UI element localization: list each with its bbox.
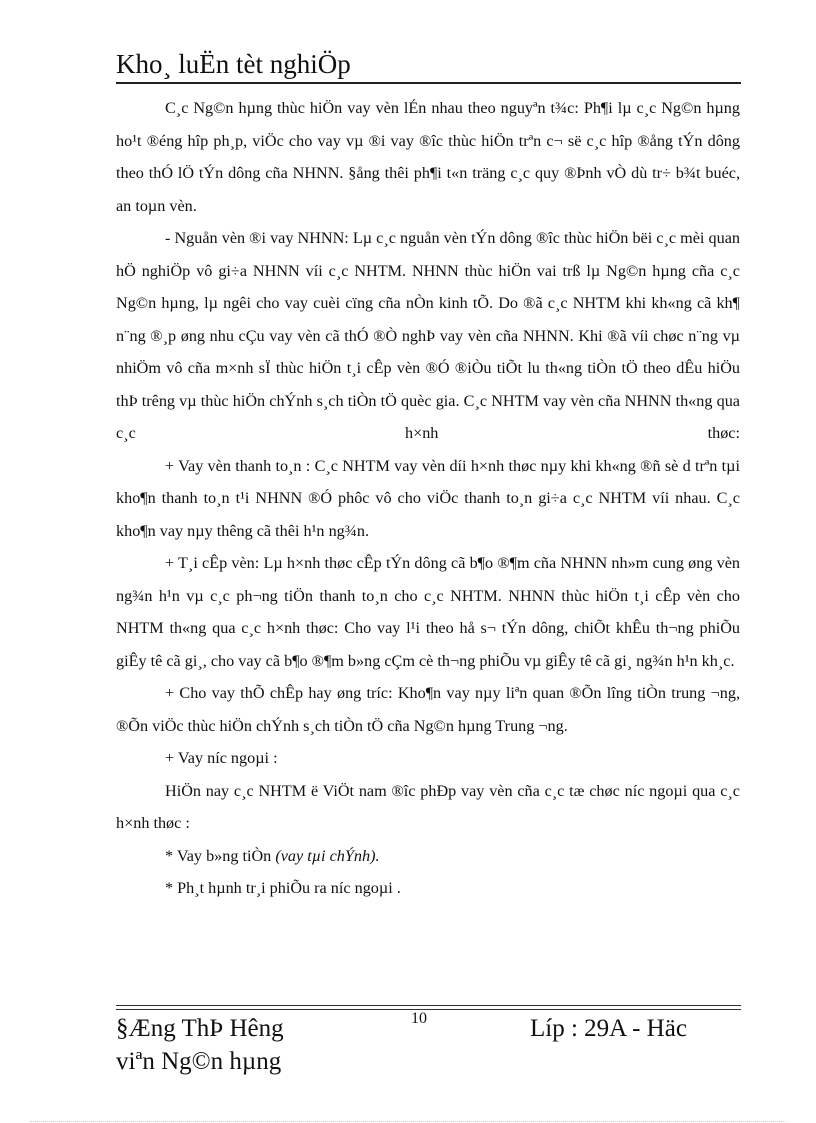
footer-rule-bottom <box>116 1009 741 1010</box>
paragraph-3: + Vay vèn thanh to¸n : C¸c NHTM vay vèn díi h×nh thøc nµy khi kh«ng ®ñ sè d trªn tµi kho¶n thanh to¸n t¹i NHNN ®Ó phôc vô cho viÖc thanh to¸n gi÷a c¸c NHTM víi nhau. C¸c kho¶n vay nµy thêng cã thêi h¹n ng¾n. <box>116 456 740 540</box>
page-bottom-dotted-line <box>30 1121 786 1122</box>
paragraph-4: + T¸i cÊp vèn: Lµ h×nh thøc cÊp tÝn dông cã b¶o ®¶m cña NHNN nh»m cung øng vèn ng¾n h¹n vµ c¸c ph¬ng tiÖn thanh to¸n cho c¸c NHTM. NHNN thùc hiÖn t¸i cÊp vèn cho NHTM th«ng qua c¸c h×nh thøc: Cho vay l¹i theo hå s¬ tÝn dông, chiÕt khÊu th¬ng phiÕu giÊy tê cã gi¸, cho vay cã b¶o ®¶m b»ng cÇm cè th¬ng phiÕu vµ giÊy tê cã gi¸ ng¾n h¹n kh¸c. <box>116 554 740 670</box>
bullet-1-italic: (vay tµi chÝnh). <box>275 846 380 865</box>
footer-class: Líp : 29A - Häc <box>530 1015 687 1042</box>
footer-author <box>116 1012 376 1078</box>
footer-rule-top <box>116 1005 741 1006</box>
paragraph-1: C¸c Ng©n hµng thùc hiÖn vay vèn lÉn nhau theo nguyªn t¾c: Ph¶i lµ c¸c Ng©n hµng ho¹t ®éng hîp ph¸p, viÖc cho vay vµ ®i vay ®îc thùc hiÖn trªn c¬ së c¸c hîp ®ång tÝn dông theo thÓ lÖ tÝn dông cña NHNN. §ång thêi ph¶i t«n träng c¸c quy ®Þnh vÒ dù tr÷ b¾t buéc, an toµn vèn. <box>116 99 740 215</box>
paragraph-5: + Cho vay thÕ chÊp hay øng tríc: Kho¶n vay nµy liªn quan ®Õn lîng tiÒn trung ¬ng, ®Õn viÖc thùc hiÖn chÝnh s¸ch tiÒn tÖ cña Ng©n hµng Trung ¬ng. <box>116 684 740 735</box>
footer-author-line2: viªn Ng©n hµng <box>116 1048 282 1075</box>
page-header-title: Kho¸ luËn tèt nghiÖp <box>116 49 351 79</box>
paragraph-2: - Nguån vèn ®i vay NHNN: Lµ c¸c nguån vèn tÝn dông ®îc thùc hiÖn bëi c¸c mèi quan hÖ nghiÖp vô gi÷a NHNN víi c¸c NHTM. NHNN thùc hiÖn vai trß lµ Ng©n hµng cña c¸c Ng©n hµng, lµ ngêi cho vay cuèi cïng cña nÒn kinh tÕ. Do ®ã c¸c NHTM khi kh«ng cã kh¶ n¨ng ®¸p øng nhu cÇu vay vèn cã thÓ ®Ò nghÞ vay vèn cña NHNN. Khi ®ã víi chøc n¨ng vµ nhiÖm vô cña m×nh sÏ thùc hiÖn t¸i cÊp vèn ®Ó ®iÒu tiÕt lu th«ng tiÒn tÖ theo dÊu hiÖu thÞ trêng vµ thùc hiÖn chÝnh s¸ch tiÒn tÖ quèc gia. C¸c NHTM vay vèn cña NHNN th«ng qua c¸c h×nh thøc: <box>116 229 740 442</box>
paragraph-7: HiÖn nay c¸c NHTM ë ViÖt nam ®îc phÐp vay vèn cña c¸c tæ chøc níc ngoµi qua c¸c h×nh thøc : <box>116 781 740 832</box>
header-rule <box>116 82 741 84</box>
page-number: 10 <box>411 1010 427 1027</box>
bullet-item-1 <box>116 840 740 873</box>
footer-author-line1: §Æng ThÞ Hêng <box>116 1015 284 1042</box>
body-text <box>116 92 740 905</box>
paragraph-6: + Vay níc ngoµi : <box>165 749 278 767</box>
bullet-1-text: * Vay b»ng tiÒn <box>165 846 272 865</box>
bullet-item-2: * Ph¸t hµnh tr¸i phiÕu ra níc ngoµi . <box>165 879 401 897</box>
